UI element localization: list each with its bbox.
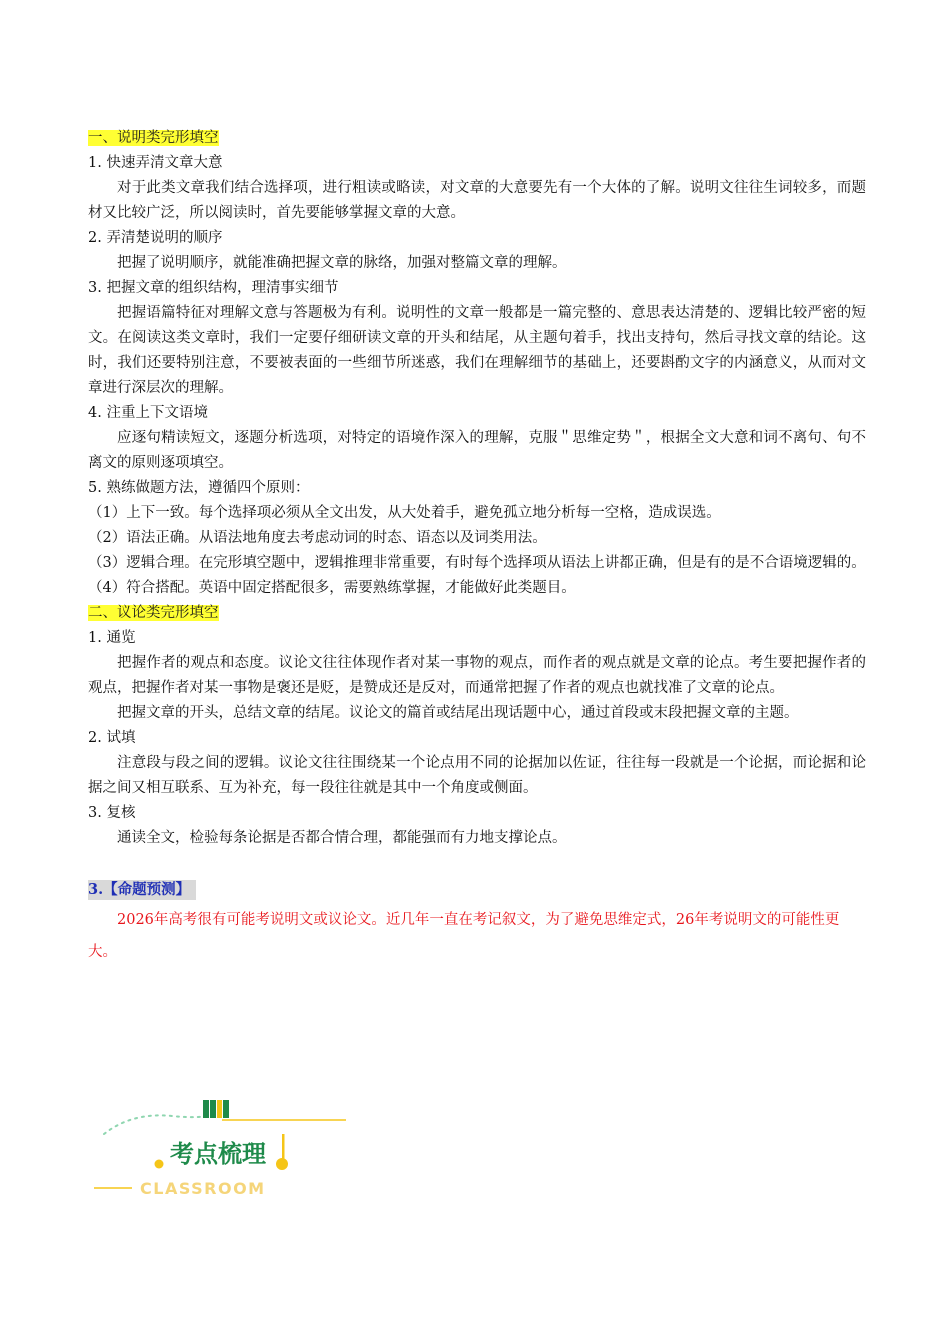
paragraph: 通读全文，检验每条论据是否都合情合理，都能强而有力地支撑论点。: [117, 830, 567, 846]
paragraph: 把握文章的开头，总结文章的结尾。议论文的篇首或结尾出现话题中心，通过首段或末段把握文章的主题。: [117, 705, 799, 721]
paragraph: 应逐句精读短文，逐题分析选项，对特定的语境作深入的理解，克服＂思维定势＂，根据全文大意和词不离句、句不离文的原则逐项填空。: [88, 430, 866, 471]
paragraph: 把握了说明顺序，就能准确把握文章的脉络，加强对整篇文章的理解。: [117, 255, 567, 271]
section-argumentative: [88, 601, 866, 851]
prediction-text: 2026年高考很有可能考说明文或议论文。近几年一直在考记叙文，为了避免思维定式，26年考说明文的可能性更大。: [88, 912, 840, 960]
subheading: 2. 试填: [88, 730, 136, 746]
principle-item: （2）语法正确。从语法地角度去考虑动词的时态、语态以及词类用法。: [88, 530, 547, 546]
subheading: 4. 注重上下文语境: [88, 405, 208, 421]
book-icon: [203, 1100, 229, 1118]
classroom-logo: [92, 1092, 362, 1212]
principle-item: （1）上下一致。每个选择项必须从全文出发，从大处着手，避免孤立地分析每一空格，造成误选。: [88, 505, 721, 521]
prediction-label: 3.【命题预测】: [88, 880, 196, 900]
logo-title: 考点梳理: [170, 1140, 266, 1168]
principle-item: （3）逻辑合理。在完形填空题中，逻辑推理非常重要，有时每个选择项从语法上讲都正确，但是有的是不合语境逻辑的。: [88, 555, 866, 571]
subheading: 3. 把握文章的组织结构，理清事实细节: [88, 280, 339, 296]
subheading: 1. 通览: [88, 630, 136, 646]
subheading: 1. 快速弄清文章大意: [88, 155, 223, 171]
section-title: 一、说明类完形填空: [88, 130, 219, 146]
subheading: 5. 熟练做题方法，遵循四个原则：: [88, 480, 310, 496]
section-expository: [88, 126, 866, 601]
paragraph: 把握语篇特征对理解文意与答题极为有利。说明性的文章一般都是一篇完整的、意思表达清楚的、逻辑比较严密的短文。在阅读这类文章时，我们一定要仔细研读文章的开头和结尾，从主题句着手，找出支持句，然后寻找文章的结论。这时，我们还要特别注意，不要被表面的一些细节所迷惑，我们在理解细节的基础上，还要斟酌文字的内涵意义，从而对文章进行深层次的理解。: [88, 305, 866, 396]
document-body: [88, 126, 866, 968]
paragraph: 把握作者的观点和态度。议论文往往体现作者对某一事物的观点，而作者的观点就是文章的论点。考生要把握作者的观点，把握作者对某一事物是褒还是贬，是赞成还是反对，而通常把握了作者的观点也就找准了文章的论点。: [88, 655, 866, 696]
logo-graphic: [92, 1092, 362, 1212]
principle-item: （4）符合搭配。英语中固定搭配很多，需要熟练掌握，才能做好此类题目。: [88, 580, 576, 596]
paragraph: 对于此类文章我们结合选择项，进行粗读或略读，对文章的大意要先有一个大体的了解。说明文往往生词较多，而题材又比较广泛，所以阅读时，首先要能够掌握文章的大意。: [88, 180, 866, 221]
logo-subtitle: CLASSROOM: [140, 1179, 266, 1198]
subheading: 3. 复核: [88, 805, 136, 821]
section-title: 二、议论类完形填空: [88, 605, 219, 621]
subheading: 2. 弄清楚说明的顺序: [88, 230, 223, 246]
paragraph: 注意段与段之间的逻辑。议论文往往围绕某一个论点用不同的论据加以佐证，往往每一段就是一个论据，而论据和论据之间又相互联系、互为补充，每一段往往就是其中一个角度或侧面。: [88, 755, 866, 796]
prediction-block: [88, 879, 866, 968]
